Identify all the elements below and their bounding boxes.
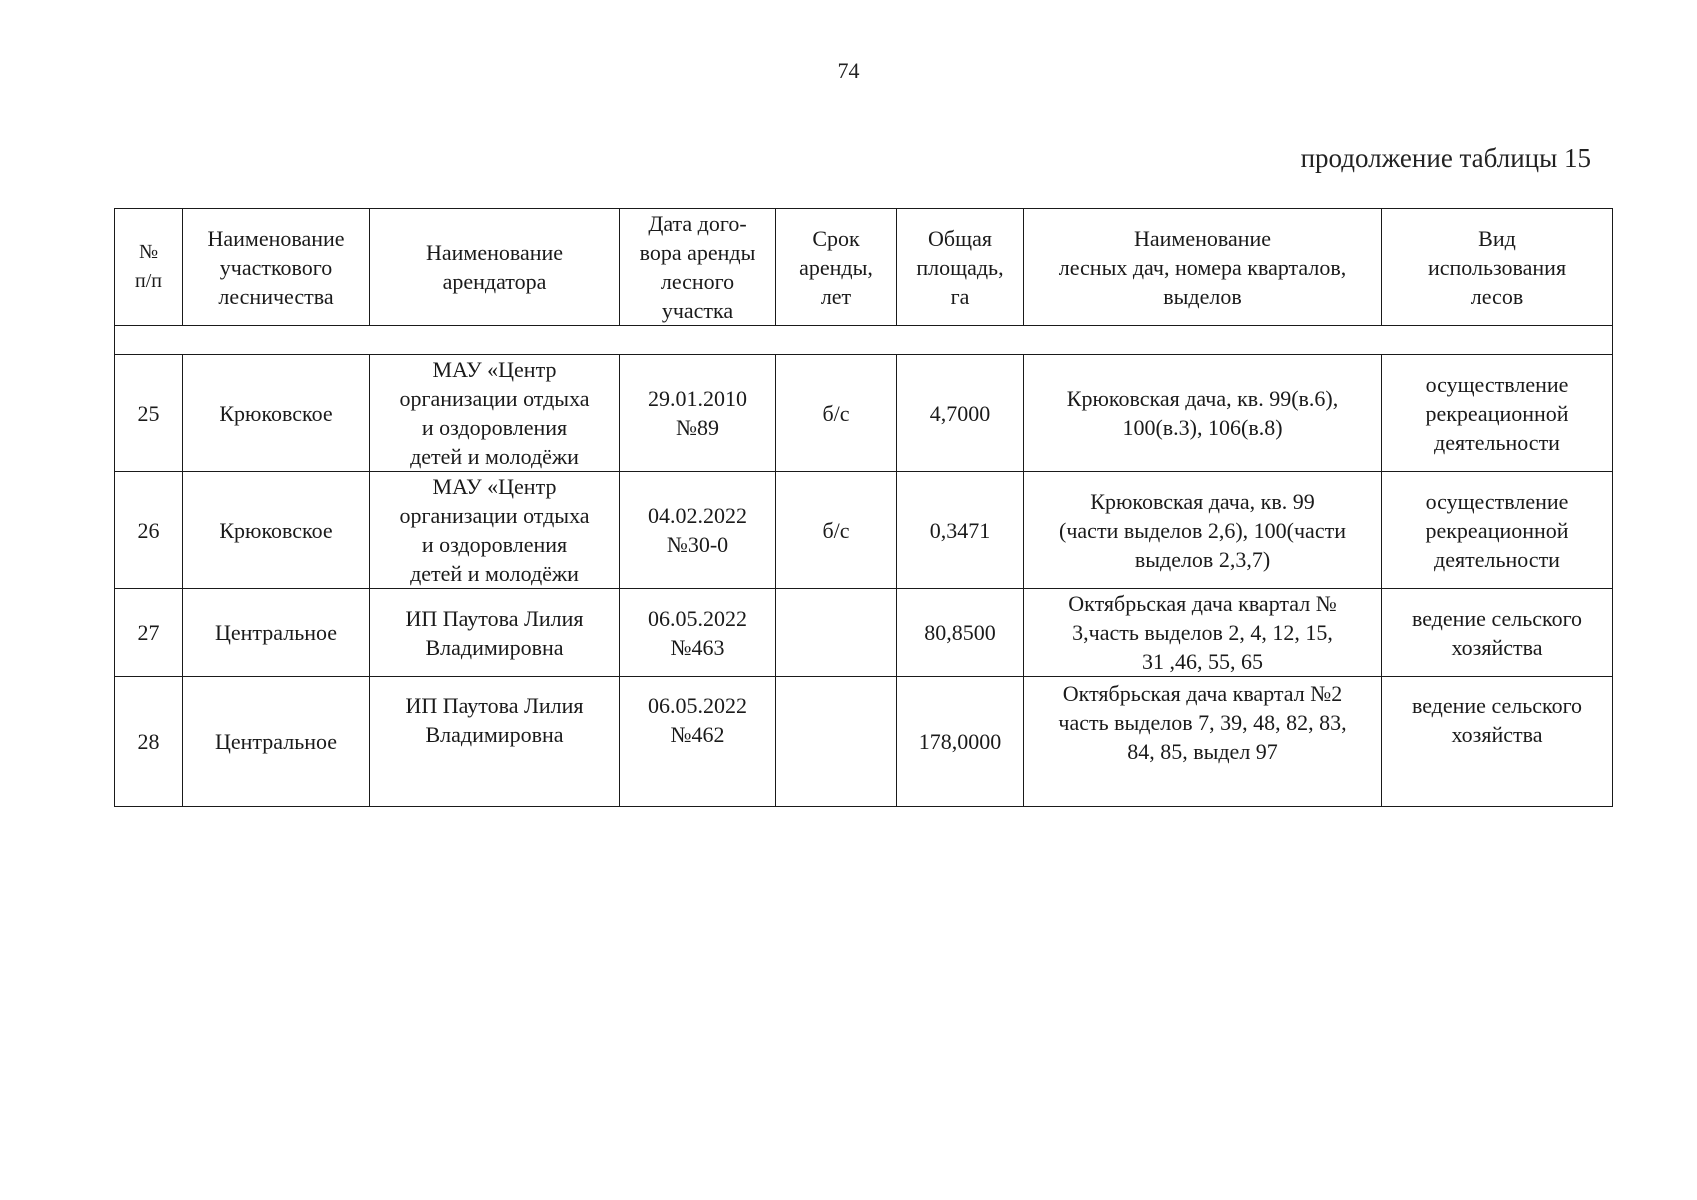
cell-line: рекреационной [1425, 517, 1569, 543]
header-line: лесного [660, 269, 735, 294]
cell-term: б/с [776, 472, 897, 589]
cell-line: 06.05.2022 [648, 605, 747, 631]
header-line: арендатора [442, 269, 547, 294]
cell-line: Владимировна [425, 722, 564, 747]
cell-line: хозяйства [1451, 722, 1543, 747]
cell-term: б/с [776, 355, 897, 472]
cell-term [776, 677, 897, 807]
cell-line: ИП Паутова Лилия [405, 693, 584, 718]
cell-number: 26 [115, 472, 183, 589]
cell-line: МАУ «Центр [432, 474, 557, 499]
cell-line: детей и молодёжи [410, 561, 579, 586]
header-contract-date [620, 209, 776, 326]
cell-plots [1024, 589, 1382, 677]
cell-line: МАУ «Центр [432, 357, 557, 382]
header-number [115, 209, 183, 326]
cell-line: ведение сельского [1411, 693, 1583, 718]
header-line: участка [661, 298, 734, 323]
cell-line: Крюковская дача, кв. 99 [1090, 488, 1315, 514]
table-header-row [115, 209, 1613, 326]
header-line: выделов [1163, 283, 1242, 309]
cell-line: 31 ,46, 55, 65 [1142, 649, 1263, 674]
cell-use [1382, 355, 1613, 472]
cell-line: №462 [670, 722, 725, 747]
cell-line: осуществление [1425, 488, 1569, 514]
header-line: Наименование [207, 225, 345, 251]
cell-line: организации отдыха [399, 386, 590, 411]
cell-line: 84, 85, выдел 97 [1127, 739, 1278, 764]
cell-area: 4,7000 [897, 355, 1024, 472]
header-total-area [897, 209, 1024, 326]
cell-line: 04.02.2022 [648, 503, 747, 528]
header-line: использования [1427, 254, 1567, 280]
header-line: Вид [1478, 225, 1516, 251]
cell-line: 100(в.3), 106(в.8) [1122, 415, 1283, 440]
forest-lease-table [114, 208, 1613, 807]
table-row [115, 677, 1613, 807]
cell-forestry: Центральное [183, 677, 370, 807]
header-line: п/п [135, 270, 162, 292]
cell-line: 29.01.2010 [648, 386, 747, 411]
cell-area: 80,8500 [897, 589, 1024, 677]
cell-line: Октябрьская дача квартал №2 [1062, 681, 1343, 706]
cell-area: 178,0000 [897, 677, 1024, 807]
table-row [115, 472, 1613, 589]
cell-line: Крюковская дача, кв. 99(в.6), [1066, 386, 1339, 411]
header-line: Срок [812, 225, 860, 251]
header-line: га [950, 283, 970, 309]
header-line: лесов [1470, 283, 1524, 309]
header-plots [1024, 209, 1382, 326]
cell-line: №30-0 [666, 532, 729, 557]
cell-contract [620, 677, 776, 807]
cell-use [1382, 472, 1613, 589]
header-line: вора аренды [639, 240, 756, 265]
cell-line: деятельности [1434, 429, 1560, 455]
header-tenant [370, 209, 620, 326]
cell-line: и оздоровления [421, 415, 568, 440]
cell-line: 06.05.2022 [648, 693, 747, 718]
header-line: аренды, [799, 254, 873, 280]
header-line: Общая [928, 225, 992, 251]
header-use-type [1382, 209, 1613, 326]
cell-line: Октябрьская дача квартал № [1068, 591, 1337, 616]
cell-term [776, 589, 897, 677]
cell-contract [620, 472, 776, 589]
cell-line: деятельности [1434, 546, 1560, 572]
table-spacer-row [115, 326, 1613, 355]
table-continuation-label: продолжение таблицы 15 [1300, 143, 1591, 173]
cell-line: ИП Паутова Лилия [405, 605, 584, 631]
cell-tenant [370, 677, 620, 807]
cell-tenant [370, 355, 620, 472]
header-line: Наименование [1133, 225, 1272, 251]
cell-use [1382, 677, 1613, 807]
table-row [115, 355, 1613, 472]
table-row [115, 589, 1613, 677]
header-line: Дата дого- [648, 211, 747, 236]
spacer-cell [115, 326, 1613, 355]
header-line: участкового [219, 254, 333, 280]
cell-line: организации отдыха [399, 503, 590, 528]
cell-line: детей и молодёжи [410, 444, 579, 469]
cell-number: 28 [115, 677, 183, 807]
page-number: 74 [837, 58, 860, 83]
cell-number: 25 [115, 355, 183, 472]
header-line: Наименование [425, 240, 564, 265]
header-line: лесных дач, номера кварталов, [1058, 254, 1347, 280]
header-line: № [138, 241, 159, 263]
cell-line: №89 [676, 415, 719, 440]
cell-contract [620, 589, 776, 677]
cell-plots [1024, 472, 1382, 589]
cell-line: выделов 2,3,7) [1134, 546, 1271, 572]
header-line: площадь, [916, 254, 1004, 280]
header-forestry [183, 209, 370, 326]
cell-forestry: Крюковское [183, 355, 370, 472]
header-line: лесничества [218, 283, 334, 309]
cell-use [1382, 589, 1613, 677]
cell-line: №463 [670, 634, 725, 660]
cell-line: осуществление [1425, 371, 1569, 397]
cell-forestry: Центральное [183, 589, 370, 677]
cell-number: 27 [115, 589, 183, 677]
header-line: лет [820, 283, 852, 309]
cell-tenant [370, 472, 620, 589]
cell-line: 3,часть выделов 2, 4, 12, 15, [1072, 620, 1333, 645]
cell-line: Владимировна [425, 634, 564, 660]
cell-area: 0,3471 [897, 472, 1024, 589]
cell-line: (части выделов 2,6), 100(части [1059, 517, 1346, 543]
cell-forestry: Крюковское [183, 472, 370, 589]
header-lease-term [776, 209, 897, 326]
cell-line: ведение сельского [1411, 605, 1583, 631]
cell-plots [1024, 355, 1382, 472]
cell-line: хозяйства [1451, 634, 1543, 660]
cell-line: часть выделов 7, 39, 48, 82, 83, [1058, 710, 1347, 735]
cell-tenant [370, 589, 620, 677]
cell-line: рекреационной [1425, 400, 1569, 426]
cell-plots [1024, 677, 1382, 807]
cell-contract [620, 355, 776, 472]
cell-line: и оздоровления [421, 532, 568, 557]
